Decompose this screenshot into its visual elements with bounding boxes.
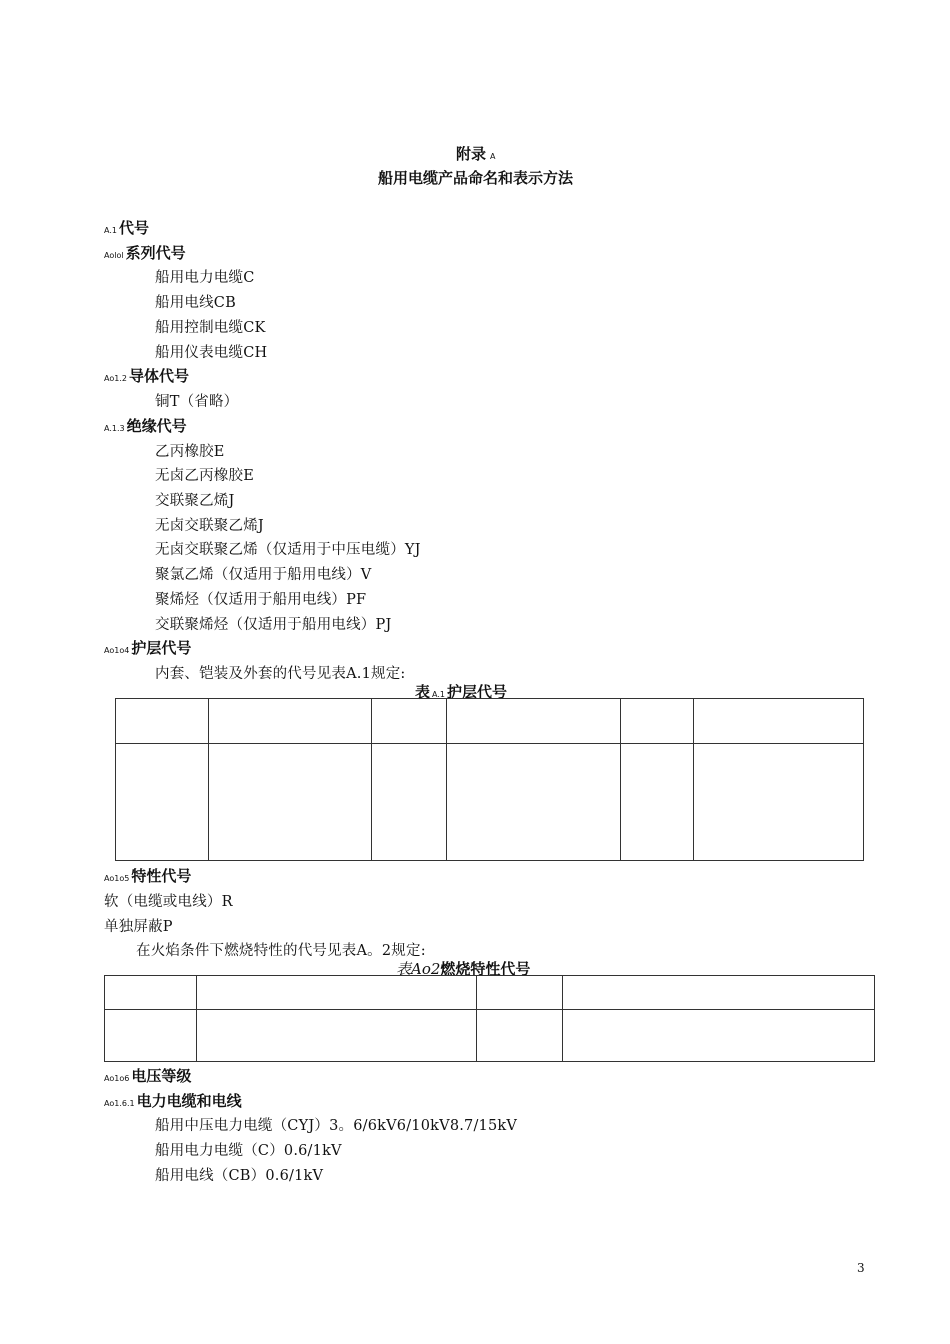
table-cell bbox=[197, 1010, 477, 1062]
page-title: 船用电缆产品命名和表示方法 bbox=[378, 169, 574, 187]
list-item: 船用中压电力电缆（CYJ）3。6/6kV6/10kV8.7/15kV bbox=[155, 1118, 518, 1134]
table-cell bbox=[694, 744, 864, 861]
table-cell bbox=[197, 976, 477, 1010]
list-item: 无卤交联聚乙烯（仅适用于中压电缆）YJ bbox=[155, 542, 421, 558]
section-a11-heading bbox=[104, 242, 186, 263]
section-title: 导体代号 bbox=[128, 367, 189, 385]
list-item: 交联聚烯烃（仅适用于船用电线）PJ bbox=[155, 617, 392, 633]
list-item: 软（电缆或电线）R bbox=[104, 894, 233, 910]
table-cell bbox=[116, 744, 209, 861]
list-item: 船用电线（CB）0.6/1kV bbox=[155, 1168, 324, 1184]
list-item: 聚氯乙烯（仅适用于船用电线）V bbox=[155, 567, 372, 583]
paragraph: 内套、铠装及外套的代号见表A.1规定: bbox=[155, 666, 406, 682]
list-item: 聚烯烃（仅适用于船用电线）PF bbox=[155, 592, 367, 608]
burning-characteristics-table bbox=[104, 975, 875, 1062]
section-a161-heading bbox=[104, 1090, 242, 1111]
section-number: A.1.3 bbox=[104, 424, 125, 433]
caption-prefix: 表Ao2 bbox=[396, 960, 441, 978]
table-row bbox=[116, 699, 864, 744]
section-number: Ao1o6 bbox=[104, 1074, 130, 1083]
caption-prefix: 表 bbox=[415, 683, 431, 701]
section-number: Ao1o5 bbox=[104, 874, 130, 883]
section-number: Ao1.6.1 bbox=[104, 1099, 135, 1108]
list-item: 无卤交联聚乙烯J bbox=[155, 518, 264, 534]
list-item: 铜T（省略） bbox=[155, 394, 239, 410]
table-cell bbox=[116, 699, 209, 744]
table-cell bbox=[621, 744, 694, 861]
section-a14-heading bbox=[104, 637, 191, 658]
table-cell bbox=[447, 744, 621, 861]
section-a13-heading bbox=[104, 415, 187, 436]
table-cell bbox=[372, 744, 447, 861]
table-cell bbox=[563, 976, 875, 1010]
table-cell bbox=[209, 699, 372, 744]
section-title: 代号 bbox=[118, 219, 149, 237]
table-row bbox=[105, 1010, 875, 1062]
list-item: 船用电线CB bbox=[155, 295, 236, 311]
list-item: 船用电力电缆C bbox=[155, 270, 255, 286]
section-a16-heading bbox=[104, 1065, 191, 1086]
section-title: 系列代号 bbox=[125, 244, 186, 262]
appendix-letter: A bbox=[490, 152, 496, 161]
table-cell bbox=[209, 744, 372, 861]
list-item: 船用仪表电缆CH bbox=[155, 345, 268, 361]
list-item: 船用电力电缆（C）0.6/1kV bbox=[155, 1143, 342, 1159]
caption-title: 燃烧特性代号 bbox=[440, 960, 531, 978]
table-cell bbox=[477, 976, 563, 1010]
table-cell bbox=[372, 699, 447, 744]
paragraph: 在火焰条件下燃烧特性的代号见表A。2规定: bbox=[136, 943, 426, 959]
section-number: Ao1o4 bbox=[104, 646, 130, 655]
caption-title: 护层代号 bbox=[446, 683, 507, 701]
section-number: A.1 bbox=[104, 226, 117, 235]
table-cell bbox=[563, 1010, 875, 1062]
list-item: 单独屏蔽P bbox=[104, 919, 173, 935]
section-a1-heading bbox=[104, 217, 149, 238]
table-cell bbox=[105, 976, 197, 1010]
table-cell bbox=[694, 699, 864, 744]
list-item: 无卤乙丙橡胶E bbox=[155, 468, 254, 484]
table-cell bbox=[621, 699, 694, 744]
section-title: 电力电缆和电线 bbox=[136, 1092, 242, 1110]
table-row bbox=[105, 976, 875, 1010]
table-row bbox=[116, 744, 864, 861]
sheath-code-table bbox=[115, 698, 864, 861]
section-a15-heading bbox=[104, 865, 191, 886]
list-item: 乙丙橡胶E bbox=[155, 444, 225, 460]
section-title: 电压等级 bbox=[131, 1067, 192, 1085]
table-cell bbox=[447, 699, 621, 744]
table-cell bbox=[477, 1010, 563, 1062]
section-number: Ao1.2 bbox=[104, 374, 127, 383]
page-number: 3 bbox=[857, 1261, 865, 1275]
section-title: 特性代号 bbox=[131, 867, 192, 885]
appendix-heading bbox=[456, 143, 496, 164]
section-title: 绝缘代号 bbox=[126, 417, 187, 435]
caption-number: A.1 bbox=[432, 690, 445, 699]
section-title: 护层代号 bbox=[131, 639, 192, 657]
appendix-label: 附录 bbox=[456, 145, 487, 163]
list-item: 船用控制电缆CK bbox=[155, 320, 266, 336]
section-a12-heading bbox=[104, 365, 189, 386]
section-number: Aolol bbox=[104, 251, 124, 260]
list-item: 交联聚乙烯J bbox=[155, 493, 235, 509]
table-cell bbox=[105, 1010, 197, 1062]
